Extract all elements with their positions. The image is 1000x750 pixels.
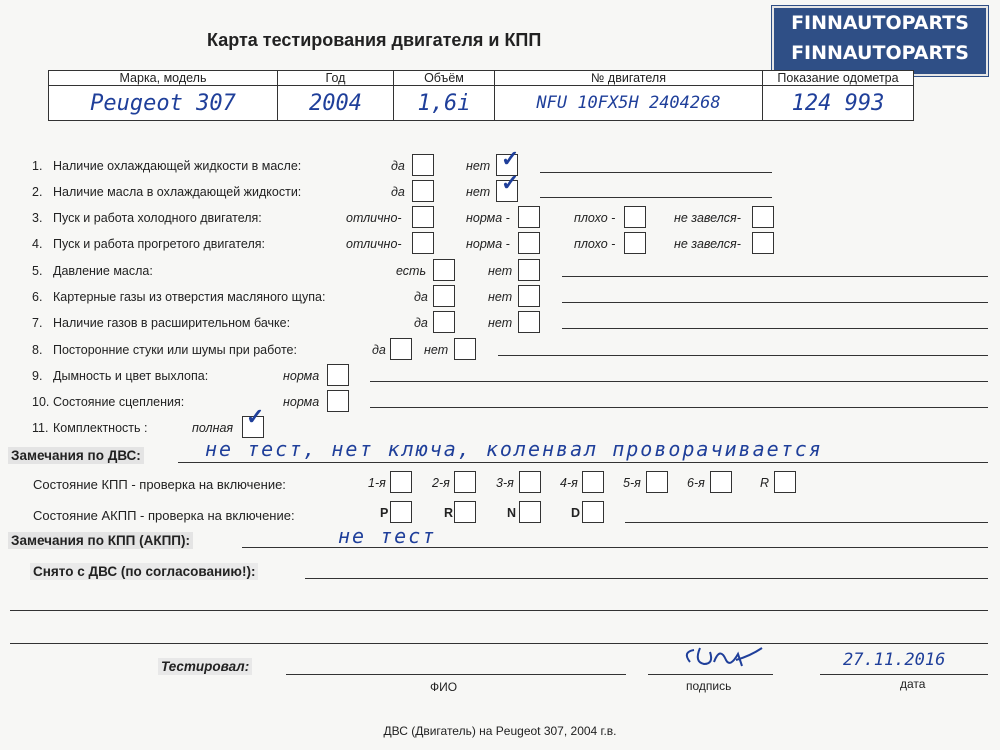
header-labels-row — [49, 71, 914, 86]
item-3-excellent-checkbox[interactable] — [412, 206, 434, 228]
item-5-number: 5. — [32, 264, 43, 278]
form-title: Карта тестирования двигателя и КПП — [207, 30, 542, 50]
item-8-no-checkbox[interactable] — [454, 338, 476, 360]
item-11-number: 11. — [32, 421, 49, 435]
item-2-yes-checkbox[interactable] — [412, 180, 434, 202]
item-9-number: 9. — [32, 369, 43, 383]
item-2-opt-yes: да — [391, 185, 405, 199]
item-6-line — [562, 302, 988, 303]
akpp-label: Состояние АКПП - проверка на включение: — [33, 508, 295, 523]
signature-label: подпись — [686, 679, 732, 693]
item-11-label: Комплектность : — [53, 421, 148, 435]
item-7-opt-no: нет — [488, 316, 513, 330]
item-6-no-checkbox[interactable] — [518, 285, 540, 307]
item-4-opt-normal: норма - — [466, 237, 510, 251]
kpp-gear-3-checkbox[interactable] — [519, 471, 541, 493]
kpp-gear-5: 5-я — [623, 476, 641, 490]
item-1-yes-checkbox[interactable] — [412, 154, 434, 176]
logo-line-2: FINNAUTOPARTS — [791, 42, 969, 64]
removed-line-3 — [10, 643, 988, 644]
removed-label: Снято с ДВС (по согласованию!): — [30, 563, 258, 580]
item-5-label: Давление масла: — [53, 264, 153, 278]
item-9-label: Дымность и цвет выхлопа: — [53, 369, 209, 383]
item-1-opt-yes: да — [391, 159, 405, 173]
item-1-number: 1. — [32, 159, 43, 173]
item-9-normal-checkbox[interactable] — [327, 364, 349, 386]
engine-number-value: NFU 10FX5H 2404268 — [495, 86, 763, 121]
year-value: 2004 — [278, 86, 394, 121]
kpp-remarks-label: Замечания по КПП (АКПП): — [8, 532, 193, 549]
item-6-opt-no: нет — [488, 290, 513, 304]
date-line — [820, 674, 988, 675]
item-4-no-start-checkbox[interactable] — [752, 232, 774, 254]
item-5-opt-no: нет — [488, 264, 513, 278]
item-3-no-start-checkbox[interactable] — [752, 206, 774, 228]
item-3-normal-checkbox[interactable] — [518, 206, 540, 228]
item-7-number: 7. — [32, 316, 43, 330]
ice-remarks-line — [178, 462, 988, 463]
item-8-opt-no: нет — [424, 343, 449, 357]
item-10-opt-normal: норма — [283, 395, 320, 409]
odometer-value: 124 993 — [763, 86, 914, 121]
item-3-opt-excellent: отлично- — [346, 211, 402, 225]
date-value: 27.11.2016 — [843, 650, 946, 670]
header-values-row — [49, 86, 914, 121]
item-5-opt-yes: есть — [396, 264, 427, 278]
kpp-gear-r: R — [760, 476, 770, 490]
page-caption: ДВС (Двигатель) на Peugeot 307, 2004 г.в. — [383, 724, 617, 738]
akpp-gear-r-checkbox[interactable] — [454, 501, 476, 523]
item-10-normal-checkbox[interactable] — [327, 390, 349, 412]
item-6-label: Картерные газы из отверстия масляного щупа: — [53, 290, 326, 304]
item-3-label: Пуск и работа холодного двигателя: — [53, 211, 262, 225]
item-8-number: 8. — [32, 343, 43, 357]
akpp-gear-n-checkbox[interactable] — [519, 501, 541, 523]
item-8-label: Посторонние стуки или шумы при работе: — [53, 343, 297, 357]
kpp-gear-4: 4-я — [560, 476, 578, 490]
item-4-opt-no-start: не завелся- — [674, 237, 741, 251]
date-label: дата — [900, 677, 926, 691]
item-7-yes-checkbox[interactable] — [433, 311, 455, 333]
kpp-gear-6-checkbox[interactable] — [710, 471, 732, 493]
item-6-number: 6. — [32, 290, 43, 304]
akpp-gear-r: R — [444, 506, 454, 520]
col-make-model: Марка, модель — [49, 71, 278, 86]
item-3-number: 3. — [32, 211, 43, 225]
fio-label: ФИО — [430, 680, 458, 694]
item-2-line — [540, 197, 772, 198]
item-7-opt-yes: да — [414, 316, 428, 330]
kpp-gear-5-checkbox[interactable] — [646, 471, 668, 493]
item-8-line — [498, 355, 988, 356]
item-11-check-mark: ✓ — [246, 404, 265, 429]
kpp-gear-1-checkbox[interactable] — [390, 471, 412, 493]
kpp-label: Состояние КПП - проверка на включение: — [33, 477, 286, 492]
item-9-line — [370, 381, 988, 382]
item-4-number: 4. — [32, 237, 43, 251]
item-2-label: Наличие масла в охлаждающей жидкости: — [53, 185, 302, 199]
make-model-value: Peugeot 307 — [49, 86, 278, 121]
akpp-gear-n: N — [507, 506, 517, 520]
item-9-opt-normal: норма — [283, 369, 320, 383]
akpp-gear-d: D — [571, 506, 581, 520]
item-4-label: Пуск и работа прогретого двигателя: — [53, 237, 265, 251]
vehicle-header-table — [48, 70, 914, 121]
kpp-gear-3: 3-я — [496, 476, 514, 490]
item-4-normal-checkbox[interactable] — [518, 232, 540, 254]
item-2-opt-no: нет — [466, 185, 491, 199]
kpp-gear-2-checkbox[interactable] — [454, 471, 476, 493]
item-6-opt-yes: да — [414, 290, 428, 304]
akpp-gear-d-checkbox[interactable] — [582, 501, 604, 523]
item-7-no-checkbox[interactable] — [518, 311, 540, 333]
item-8-yes-checkbox[interactable] — [390, 338, 412, 360]
item-1-check-mark: ✓ — [501, 146, 520, 171]
akpp-gear-p-checkbox[interactable] — [390, 501, 412, 523]
col-odometer: Показание одометра — [763, 71, 914, 86]
tested-label: Тестировал: — [158, 658, 252, 675]
item-11-opt-full: полная — [192, 421, 234, 435]
item-3-opt-normal: норма - — [466, 211, 510, 225]
item-5-yes-checkbox[interactable] — [433, 259, 455, 281]
item-5-no-checkbox[interactable] — [518, 259, 540, 281]
item-1-opt-no: нет — [466, 159, 491, 173]
kpp-remarks-line — [242, 547, 988, 548]
item-10-line — [370, 407, 988, 408]
col-year: Год — [278, 71, 394, 86]
ice-remarks-text: не тест, нет ключа, коленвал проворачивается — [205, 437, 823, 461]
fio-line — [286, 674, 626, 675]
item-4-opt-bad: плохо - — [574, 237, 616, 251]
item-5-line — [562, 276, 988, 277]
kpp-gear-1: 1-я — [368, 476, 386, 490]
item-3-bad-checkbox[interactable] — [624, 206, 646, 228]
kpp-gear-4-checkbox[interactable] — [582, 471, 604, 493]
akpp-line — [625, 522, 988, 523]
kpp-remarks-text: не тест — [338, 524, 437, 548]
item-7-line — [562, 328, 988, 329]
item-3-opt-bad: плохо - — [574, 211, 616, 225]
ice-remarks-label: Замечания по ДВС: — [8, 447, 144, 464]
volume-value: 1,6i — [394, 86, 495, 121]
item-10-label: Состояние сцепления: — [53, 395, 185, 409]
logo-line-1: FINNAUTOPARTS — [791, 12, 969, 34]
signature-mark — [680, 642, 770, 676]
item-8-opt-yes: да — [372, 343, 386, 357]
item-4-excellent-checkbox[interactable] — [412, 232, 434, 254]
akpp-gear-p: P — [380, 506, 389, 520]
item-4-bad-checkbox[interactable] — [624, 232, 646, 254]
col-engine-number: № двигателя — [495, 71, 763, 86]
item-4-opt-excellent: отлично- — [346, 237, 402, 251]
kpp-gear-r-checkbox[interactable] — [774, 471, 796, 493]
kpp-gear-6: 6-я — [687, 476, 705, 490]
removed-line-1 — [305, 578, 988, 579]
col-volume: Объём — [394, 71, 495, 86]
item-2-number: 2. — [32, 185, 43, 199]
item-3-opt-no-start: не завелся- — [674, 211, 741, 225]
item-1-line — [540, 172, 772, 173]
item-1-label: Наличие охлаждающей жидкости в масле: — [53, 159, 302, 173]
item-10-number: 10. — [32, 395, 50, 409]
item-7-label: Наличие газов в расширительном бачке: — [53, 316, 291, 330]
removed-line-2 — [10, 610, 988, 611]
finnautoparts-logo — [772, 6, 988, 76]
item-2-check-mark: ✓ — [501, 170, 520, 195]
item-6-yes-checkbox[interactable] — [433, 285, 455, 307]
kpp-gear-2: 2-я — [432, 476, 450, 490]
